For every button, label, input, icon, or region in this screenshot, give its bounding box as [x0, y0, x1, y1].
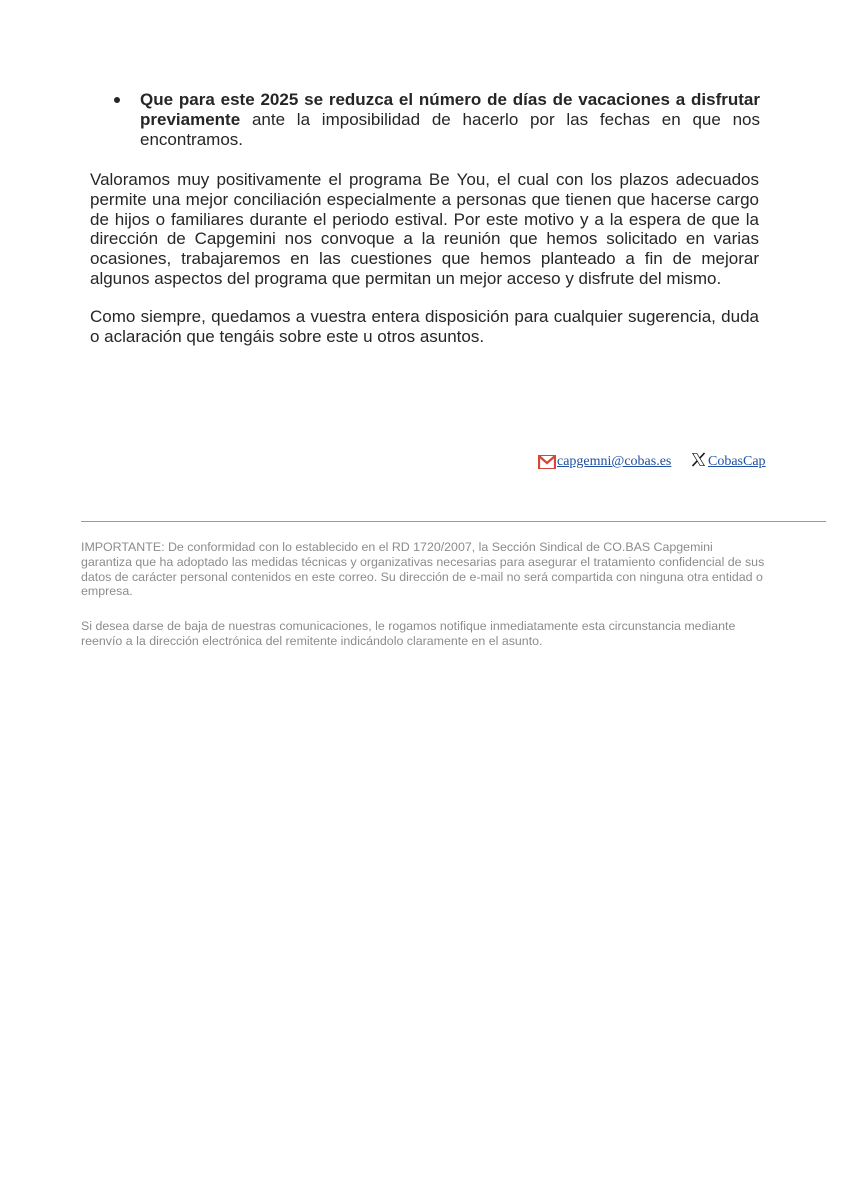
bullet-text: ante la imposibilidad de hacerlo por las fechas en que nos encontramos. — [140, 110, 760, 149]
contact-row — [538, 454, 778, 476]
bullet-bold-text: Que para este 2025 se reduzca el número de días de vacaciones a disfrutar previamente — [140, 90, 760, 129]
bullet-item — [114, 90, 760, 150]
x-logo-icon — [691, 452, 706, 467]
x-contact — [691, 454, 766, 470]
bullet-dot-icon — [114, 97, 120, 103]
unsubscribe-notice: Si desea darse de baja de nuestras comunicaciones, le rogamos notifique inmediatamente esta circunstancia mediante reenvío a la dirección electrónica del remitente indicándolo claramente en el asunto. — [81, 619, 736, 648]
bullet-list — [114, 90, 760, 150]
gmail-icon — [538, 455, 556, 469]
paragraph-be-you: Valoramos muy positivamente el programa Be You, el cual con los plazos adecuados permite una mejor conciliación especialmente a personas que tienen que hacerse cargo de hijos o familiares durante el periodo estival. Por este motivo y a la espera de que la dirección de Capgemini nos convoque a la reunión que hemos solicitado en varias ocasiones, trabajaremos en las cuestiones que hemos planteado a fin de mejorar algunos aspectos del programa que permitan un mejor acceso y disfrute del mismo. — [90, 170, 759, 288]
email-link[interactable]: capgemni@cobas.es — [557, 454, 672, 469]
paragraph-closing: Como siempre, quedamos a vuestra entera disposición para cualquier sugerencia, duda o aclaración que tengáis sobre este u otros asuntos. — [90, 307, 759, 346]
privacy-notice: IMPORTANTE: De conformidad con lo establecido en el RD 1720/2007, la Sección Sindical de CO.BAS Capgemini garantiza que ha adoptado las medidas técnicas y organizativas necesarias para asegurar el tratamiento confidencial de sus datos de carácter personal contenidos en este correo. Su dirección de e-mail no será compartida con ninguna otra entidad o empresa. — [81, 540, 765, 599]
email-contact — [538, 454, 671, 470]
divider — [81, 521, 826, 522]
x-profile-link[interactable]: CobasCap — [708, 454, 766, 469]
